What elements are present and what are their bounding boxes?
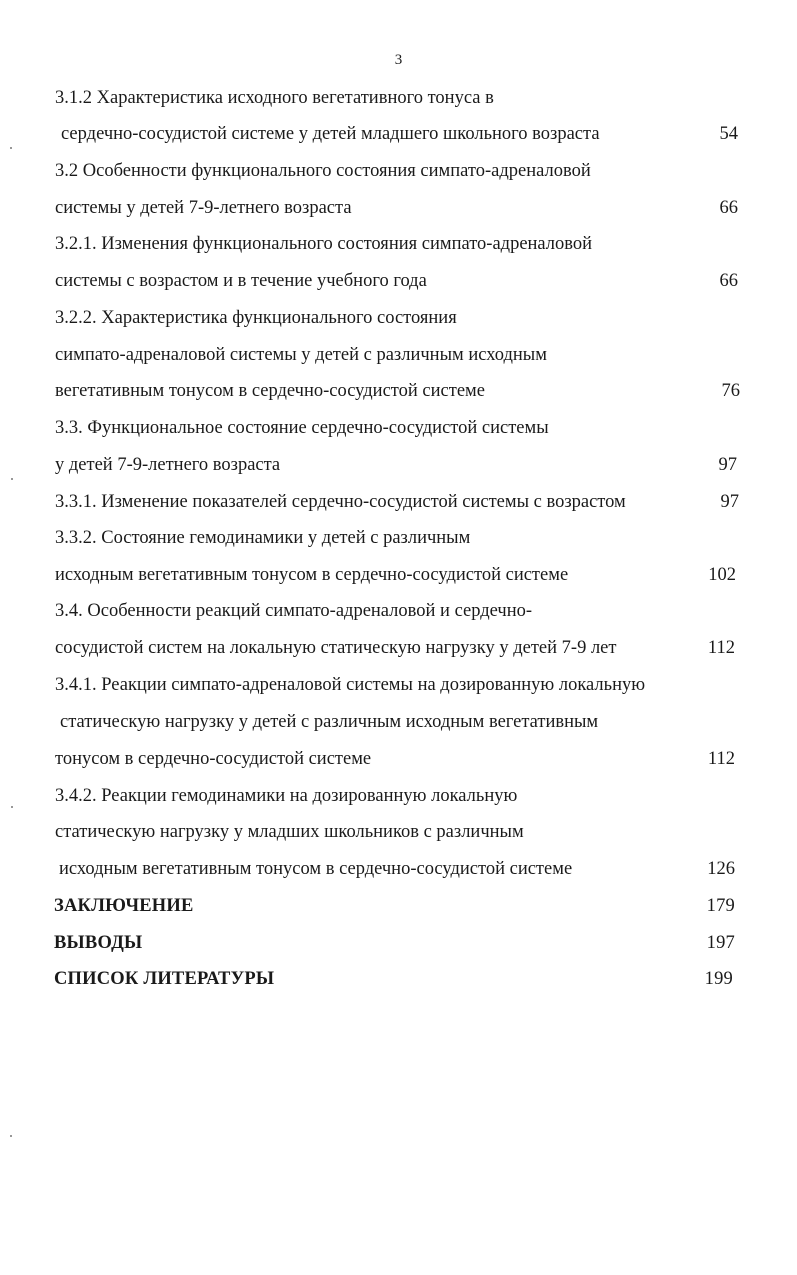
toc-page-number: 66 bbox=[719, 271, 738, 291]
toc-entry-text: 3.3.2. Состояние гемодинамики у детей с различным bbox=[55, 528, 471, 548]
toc-line bbox=[0, 376, 797, 406]
page-number: 3 bbox=[394, 52, 403, 68]
toc-line bbox=[0, 596, 797, 626]
toc-entry-text: у детей 7-9-летнего возраста bbox=[55, 455, 281, 475]
toc-entry-text: 3.3.1. Изменение показателей сердечно-сосудистой системы с возрастом bbox=[55, 492, 626, 512]
toc-entry-text: СПИСОК ЛИТЕРАТУРЫ bbox=[54, 969, 275, 989]
toc-entry-text: 3.2.2. Характеристика функционального состояния bbox=[55, 308, 457, 328]
toc-entry-text: статическую нагрузку у младших школьников с различным bbox=[55, 822, 524, 842]
scan-speck bbox=[11, 478, 13, 480]
toc-entry-text: системы у детей 7-9-летнего возраста bbox=[55, 198, 352, 218]
toc-entry-text: исходным вегетативным тонусом в сердечно-сосудистой системе bbox=[55, 565, 569, 585]
toc-line bbox=[0, 560, 797, 590]
toc-entry-text: ВЫВОДЫ bbox=[54, 933, 143, 953]
toc-page-number: 197 bbox=[706, 933, 735, 953]
toc-entry-text: 3.3. Функциональное состояние сердечно-сосудистой системы bbox=[55, 418, 549, 438]
toc-line bbox=[0, 928, 797, 958]
scan-speck bbox=[11, 806, 13, 808]
toc-entry-text: сердечно-сосудистой системе у детей младшего школьного возраста bbox=[61, 124, 600, 144]
toc-page-number: 66 bbox=[719, 198, 738, 218]
scan-speck bbox=[10, 147, 12, 149]
toc-line bbox=[0, 707, 797, 737]
toc-page-number: 97 bbox=[720, 492, 739, 512]
toc-line bbox=[0, 266, 797, 296]
toc-line bbox=[0, 156, 797, 186]
toc-line bbox=[0, 487, 797, 517]
toc-line bbox=[0, 83, 797, 113]
toc-entry-text: 3.2.1. Изменения функционального состояния симпато-адреналовой bbox=[55, 234, 593, 254]
toc-entry-text: 3.4.1. Реакции симпато-адреналовой системы на дозированную локальную bbox=[55, 675, 646, 695]
toc-entry-text: 3.1.2 Характеристика исходного вегетативного тонуса в bbox=[55, 88, 494, 108]
toc-entry-text: 3.4. Особенности реакций симпато-адреналовой и сердечно- bbox=[55, 601, 533, 621]
toc-line bbox=[0, 964, 797, 994]
toc-page-number: 97 bbox=[718, 455, 737, 475]
toc-page-number: 112 bbox=[707, 638, 735, 658]
toc-line bbox=[0, 744, 797, 774]
toc-page-number: 76 bbox=[721, 381, 740, 401]
toc-entry-text: 3.2 Особенности функционального состояния симпато-адреналовой bbox=[55, 161, 591, 181]
toc-line bbox=[0, 854, 797, 884]
toc-page-number: 126 bbox=[707, 859, 735, 879]
toc-entry-text: статическую нагрузку у детей с различным исходным вегетативным bbox=[60, 712, 599, 732]
toc-entry-text: тонусом в сердечно-сосудистой системе bbox=[55, 749, 372, 769]
toc-line bbox=[0, 891, 797, 921]
toc-line bbox=[0, 193, 797, 223]
toc-line bbox=[0, 670, 797, 700]
toc-entry-text: сосудистой систем на локальную статическую нагрузку у детей 7-9 лет bbox=[55, 638, 617, 658]
toc-line bbox=[0, 303, 797, 333]
toc-line bbox=[0, 340, 797, 370]
toc-page-number: 102 bbox=[708, 565, 736, 585]
toc-line bbox=[0, 450, 797, 480]
scan-speck bbox=[10, 1135, 12, 1137]
toc-entry-text: 3.4.2. Реакции гемодинамики на дозированную локальную bbox=[55, 786, 518, 806]
toc-entry-text: ЗАКЛЮЧЕНИЕ bbox=[54, 896, 194, 916]
toc-entry-text: системы с возрастом и в течение учебного года bbox=[55, 271, 427, 291]
toc-entry-text: исходным вегетативным тонусом в сердечно-сосудистой системе bbox=[59, 859, 573, 879]
toc-line bbox=[0, 817, 797, 847]
toc-line bbox=[0, 781, 797, 811]
toc-entry-text: вегетативным тонусом в сердечно-сосудистой системе bbox=[55, 381, 485, 401]
toc-page-number: 179 bbox=[706, 896, 735, 916]
toc-line bbox=[0, 523, 797, 553]
toc-line bbox=[0, 413, 797, 443]
toc-line bbox=[0, 633, 797, 663]
toc-page-number: 199 bbox=[704, 969, 733, 989]
toc-line bbox=[0, 229, 797, 259]
toc-page-number: 54 bbox=[719, 124, 738, 144]
toc-line bbox=[0, 119, 797, 149]
toc-page-number: 112 bbox=[707, 749, 735, 769]
toc-entry-text: симпато-адреналовой системы у детей с различным исходным bbox=[55, 345, 547, 365]
